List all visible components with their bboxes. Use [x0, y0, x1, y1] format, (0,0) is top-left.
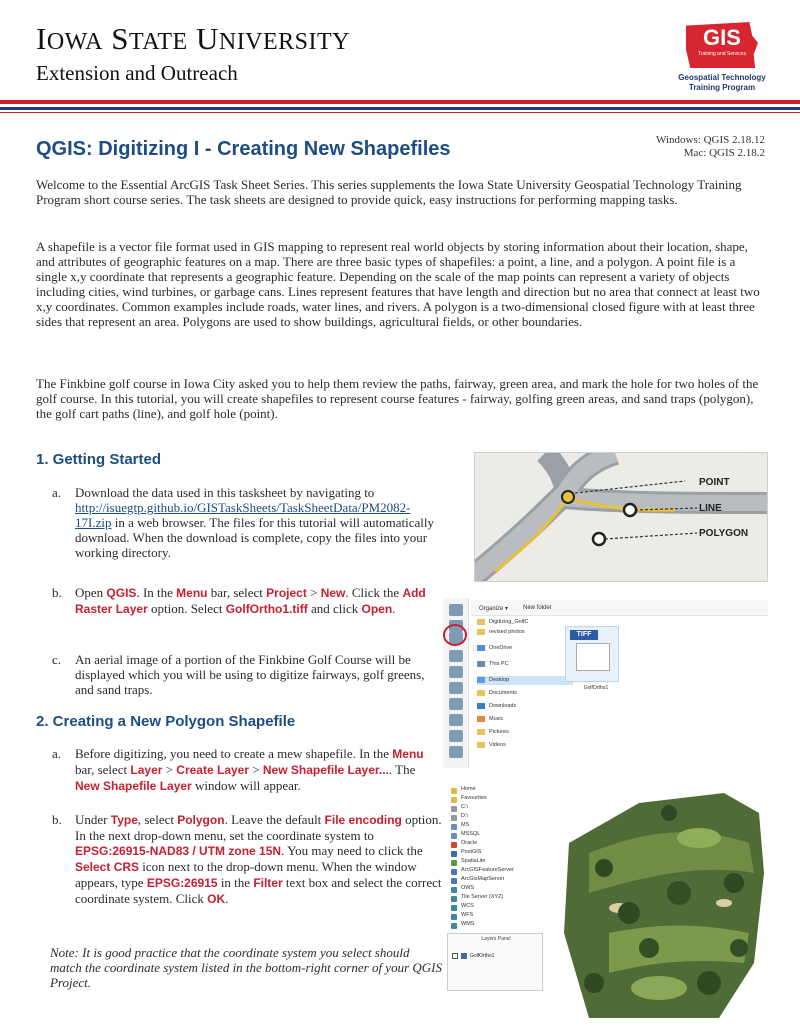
gis-logo-text: GIS — [703, 25, 741, 50]
keyword: New Shapefile Layer... — [262, 763, 389, 777]
drive-icon — [451, 806, 457, 812]
header-stripe-navy — [0, 107, 800, 110]
keyword: Polygon — [177, 813, 225, 827]
globe-icon — [451, 896, 457, 902]
extension-outreach: Extension and Outreach — [36, 61, 238, 85]
list-item[interactable]: Home — [461, 786, 476, 792]
gis-logo-subtext: Training and Services — [697, 51, 747, 57]
list-item[interactable]: Desktop — [477, 676, 573, 685]
note: Note: It is good practice that the coordinate system you select should match the coordinate system listed in the bottom-right corner of your QGIS Project. — [50, 945, 442, 990]
polygon-label: POLYGON — [699, 528, 749, 539]
keyword: Open — [361, 602, 393, 616]
list-item[interactable]: MSSQL — [461, 831, 481, 837]
folder-tree — [477, 618, 573, 768]
step-1a: a. Download the data used in this tasksheet by navigating to http://isuegtp.github.io/GISTaskSheets/TaskSheetData/PM2082-17I.zip in a web browser. The files for this tutorial will automatically download. When the download is complete, copy the files into your working directory. — [52, 485, 434, 560]
tool-icon — [449, 650, 463, 662]
keyword: EPSG:26915-NAD83 / UTM zone 15N — [75, 844, 282, 858]
list-item[interactable]: WMS — [461, 921, 475, 927]
tiff-badge: TIFF — [570, 630, 598, 640]
folder-icon — [477, 690, 485, 696]
list-item[interactable]: OneDrive — [477, 644, 573, 653]
list-item[interactable]: MS — [461, 822, 470, 828]
step-2a: a. Before digitizing, you need to create a mew shapefile. In the Menu bar, select Layer > Create Layer > New Shapefile Layer.... The New Shapefile Layer window will appear. — [52, 746, 424, 793]
list-item[interactable]: D:\ — [461, 813, 469, 819]
list-item[interactable]: Pictures — [477, 728, 573, 737]
list-item[interactable]: Oracle — [461, 840, 478, 846]
tool-icon — [449, 730, 463, 742]
version-info: Windows: QGIS 2.18.12 Mac: QGIS 2.18.2 — [656, 134, 765, 159]
keyword: Add Raster Layer — [75, 586, 426, 616]
shapefile-paragraph: A shapefile is a vector file format used in GIS mapping to represent real world objects by storing information about their location, shape, and attributes of geographic features on a map. There are three basic types of shapefiles: a point, a line, and a polygon. A point file is a single x,y coordinate that represents a geographic feature. Depending on the scale of the map points can represent a variety of objects including cities, wind turbines, or garbage cans. Lines represent features that have length and direction but no area that connect at least two x,y coordinates. Common examples include roads, water lines, and rivers. A polygon is a two-dimensional closed figure with at least three sides that represent an area. Polygons are used to show buildings, agricultural fields, or other boundaries. — [36, 239, 760, 329]
server-icon — [451, 869, 457, 875]
step-1c: c. An aerial image of a portion of the Finkbine Golf Course will be displayed which you will be using to digitize fairways, golf greens, and sand traps. — [52, 652, 425, 697]
step-1b: b. Open QGIS. In the Menu bar, select Project > New. Click the Add Raster Layer option. Select GolfOrtho1.tiff and click Open. — [52, 585, 426, 616]
drive-icon — [451, 815, 457, 821]
keyword: Menu — [176, 586, 208, 600]
program-name: Geospatial Technology Training Program — [678, 73, 766, 92]
keyword: QGIS — [106, 586, 137, 600]
tool-icon — [449, 714, 463, 726]
finkbine-paragraph: The Finkbine golf course in Iowa City asked you to help them review the paths, fairway, green area, and mark the hole for two holes of the golf course. In this tutorial, you will create shapefiles to represent course features - fairway, golfing green areas, and sand traps (polygon), the golf cart paths (line), and golf hole (point). — [36, 376, 759, 421]
download-link[interactable]: http://isuegtp.github.io/GISTaskSheets/TaskSheetData/PM2082-17I.zip — [75, 500, 411, 530]
layers-panel: Layers Panel GolfOrtho1 — [447, 933, 543, 991]
page-title: QGIS: Digitizing I - Creating New Shapefiles — [36, 138, 451, 160]
folder-icon — [477, 619, 485, 625]
list-item[interactable]: WCS — [461, 903, 474, 909]
brand — [36, 22, 350, 86]
globe-icon — [451, 887, 457, 893]
list-item[interactable]: ArcGISFeatureServer — [461, 867, 514, 873]
list-item[interactable]: PostGIS — [461, 849, 482, 855]
dialog-toolbar — [471, 600, 768, 616]
new-folder-button[interactable]: New folder — [523, 605, 552, 611]
keyword: Filter — [253, 876, 283, 890]
computer-icon — [477, 661, 485, 667]
gis-logo — [662, 20, 782, 100]
tool-icon — [449, 746, 463, 758]
checkbox-icon — [452, 953, 458, 959]
file-name: GolfOrtho1 — [583, 685, 609, 691]
browser-panel — [447, 785, 543, 1015]
server-icon — [451, 878, 457, 884]
globe-icon — [451, 914, 457, 920]
keyword: File encoding — [324, 813, 402, 827]
tool-icon — [449, 604, 463, 616]
list-item[interactable]: Documents — [477, 689, 573, 698]
cloud-icon — [477, 645, 485, 651]
section-polygon-heading: 2. Creating a New Polygon Shapefile — [36, 713, 296, 730]
list-item[interactable]: ArcGisMapServer — [461, 876, 505, 882]
list-item[interactable]: OWS — [461, 885, 475, 891]
section-getting-started-heading: 1. Getting Started — [36, 451, 162, 468]
list-item[interactable]: C:\ — [461, 804, 469, 810]
music-icon — [477, 716, 485, 722]
list-item[interactable]: Videos — [477, 741, 573, 750]
qgis-browser-aerial-screenshot — [443, 783, 768, 1018]
folder-icon — [477, 629, 485, 635]
header-stripe-red-thin — [0, 112, 800, 113]
keyword: New — [320, 586, 346, 600]
pictures-icon — [477, 729, 485, 735]
db-icon — [451, 824, 457, 830]
db-icon — [451, 860, 457, 866]
list-item[interactable]: Music — [477, 715, 573, 724]
tool-icon — [449, 682, 463, 694]
db-icon — [451, 851, 457, 857]
keyword: Menu — [392, 747, 424, 761]
db-icon — [451, 833, 457, 839]
download-icon — [477, 703, 485, 709]
organize-button[interactable]: Organize ▾ — [479, 606, 509, 612]
list-item[interactable]: Digitizing_GolfC — [477, 618, 573, 627]
star-icon — [451, 797, 457, 803]
home-icon — [451, 788, 457, 794]
videos-icon — [477, 742, 485, 748]
keyword: GolfOrtho1.tiff — [225, 602, 308, 616]
list-item[interactable]: WFS — [461, 912, 474, 918]
university-name: IOWA STATE UNIVERSITY — [36, 21, 351, 56]
list-item[interactable]: SpatiaLite — [461, 858, 486, 864]
globe-icon — [451, 905, 457, 911]
shapefile-types-figure — [474, 452, 768, 582]
keyword: Project — [266, 586, 307, 600]
file-page-icon — [576, 643, 610, 671]
tool-icon — [449, 698, 463, 710]
step-2b: b. Under Type, select Polygon. Leave the default File encoding option. In the next drop-down menu, set the coordinate system to EPSG:26915-NAD83 / UTM zone 15N. You may need to click the Select CRS icon next to the drop-down menu. When the window appears, type EPSG:26915 in the Filter text box and select the correct coordinate system. Click OK. — [52, 812, 442, 906]
tool-icon — [449, 666, 463, 678]
list-item[interactable]: This PC — [477, 660, 573, 669]
keyword: EPSG:26915 — [146, 876, 218, 890]
layer-row[interactable]: GolfOrtho1 — [452, 952, 540, 960]
list-item[interactable]: Tile Server (XYZ) — [461, 894, 504, 900]
keyword: Type — [110, 813, 138, 827]
list-item[interactable]: Favourites — [461, 795, 487, 801]
point-label: POINT — [699, 477, 730, 488]
file-dialog-screenshot — [443, 598, 768, 768]
keyword: Select CRS — [75, 860, 140, 874]
globe-icon — [451, 923, 457, 929]
header-stripe-red — [0, 100, 800, 104]
db-icon — [451, 842, 457, 848]
list-item[interactable]: Downloads — [477, 702, 573, 711]
keyword: Create Layer — [176, 763, 250, 777]
highlight-circle — [443, 624, 467, 646]
list-item[interactable]: revised photos — [477, 628, 573, 637]
tiff-file-tile[interactable] — [565, 626, 619, 691]
aerial-golf-image — [549, 783, 767, 1018]
line-label: LINE — [699, 503, 722, 514]
keyword: New Shapefile Layer — [75, 779, 192, 793]
keyword: Layer — [130, 763, 163, 777]
keyword: OK — [207, 892, 226, 906]
intro-paragraph: Welcome to the Essential ArcGIS Task Sheet Series. This series supplements the Iowa State University Geospatial Technology Training Program short course series. The task sheets are designed to provide quick, easy instructions for performing mapping tasks. — [36, 177, 742, 207]
desktop-icon — [477, 677, 485, 683]
road-map-illustration — [475, 453, 768, 582]
raster-icon — [461, 953, 467, 959]
